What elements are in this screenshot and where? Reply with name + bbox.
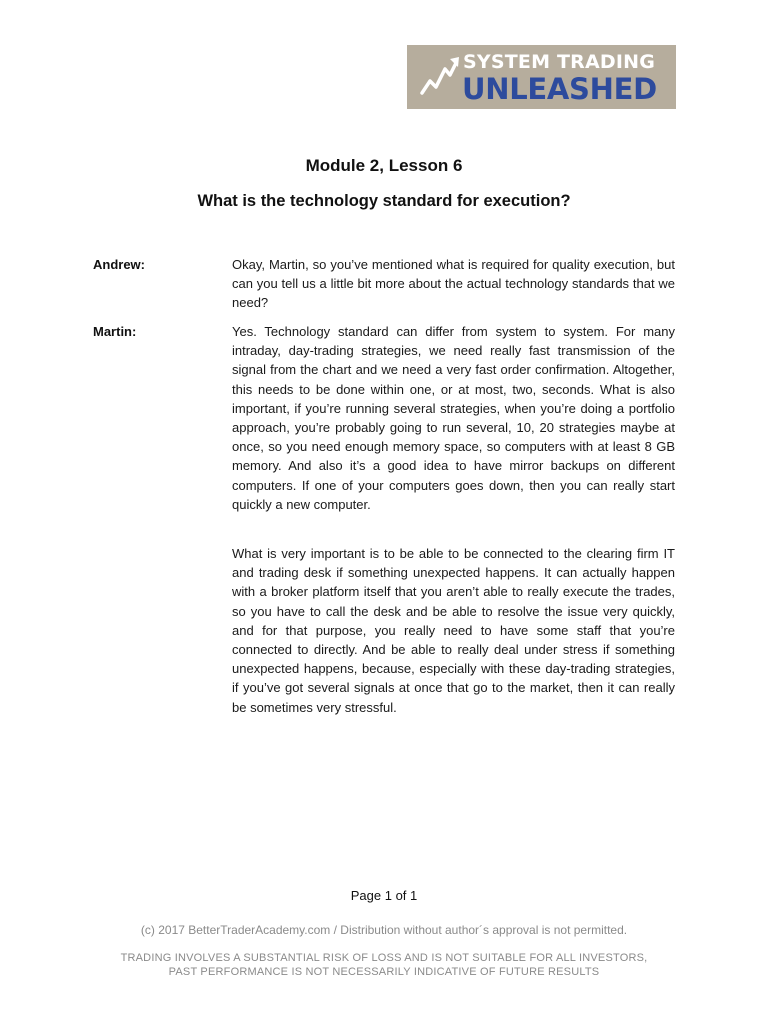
martin-paragraph-2: What is very important is to be able to be connected to the clearing firm IT and trading desk if something unexpected happens. It can actually happen with a broker platform itself that you aren’t able to really execute the trades, so you have to call the desk and be able to resolve the issue very quickly, and for that purpose, you really need to have some staff that you’re connected to directly. And be able to really deal under stress if something unexpected happens, because, especially with these day-trading strategies, if you’ve got several signals at once that go to the market, then it can really be sometimes very stressful.	[232, 546, 675, 715]
disclaimer-line-1: TRADING INVOLVES A SUBSTANTIAL RISK OF LOSS AND IS NOT SUITABLE FOR ALL INVESTORS,	[120, 952, 648, 964]
speaker-martin: Martin:	[93, 324, 137, 339]
risk-disclaimer	[0, 951, 768, 979]
page-number: Page 1 of 1	[350, 888, 418, 903]
logo-line-2: UNLEASHED	[462, 72, 657, 106]
module-title: Module 2, Lesson 6	[305, 156, 463, 175]
logo-line-1: SYSTEM TRADING	[463, 51, 656, 73]
copyright-notice: (c) 2017 BetterTraderAcademy.com / Distribution without author´s approval is not permitted.	[140, 923, 628, 937]
lesson-question: What is the technology standard for execution?	[197, 192, 571, 210]
disclaimer-line-2: PAST PERFORMANCE IS NOT NECESSARILY INDICATIVE OF FUTURE RESULTS	[168, 966, 600, 978]
zigzag-arrow-icon	[419, 53, 461, 99]
martin-paragraph-1: Yes. Technology standard can differ from system to system. For many intraday, day-trading strategies, we need really fast transmission of the signal from the chart and we need a very fast order confirmation. Altogether, this needs to be done within one, or at most, two, seconds. What is also important, if you’re running several strategies, when you’re doing a portfolio approach, you’re probably going to run several, 10, 20 strategies maybe at once, so you need enough memory space, so computers with at least 8 GB memory. And also it’s a good idea to have mirror backups on different computers. If one of your computers goes down, then you can really start quickly a new computer.	[232, 324, 675, 512]
andrew-paragraph-1: Okay, Martin, so you’ve mentioned what is required for quality execution, but can you tell us a little bit more about the actual technology standards that we need?	[232, 257, 675, 311]
brand-logo	[407, 45, 676, 109]
speaker-andrew: Andrew:	[93, 257, 145, 272]
